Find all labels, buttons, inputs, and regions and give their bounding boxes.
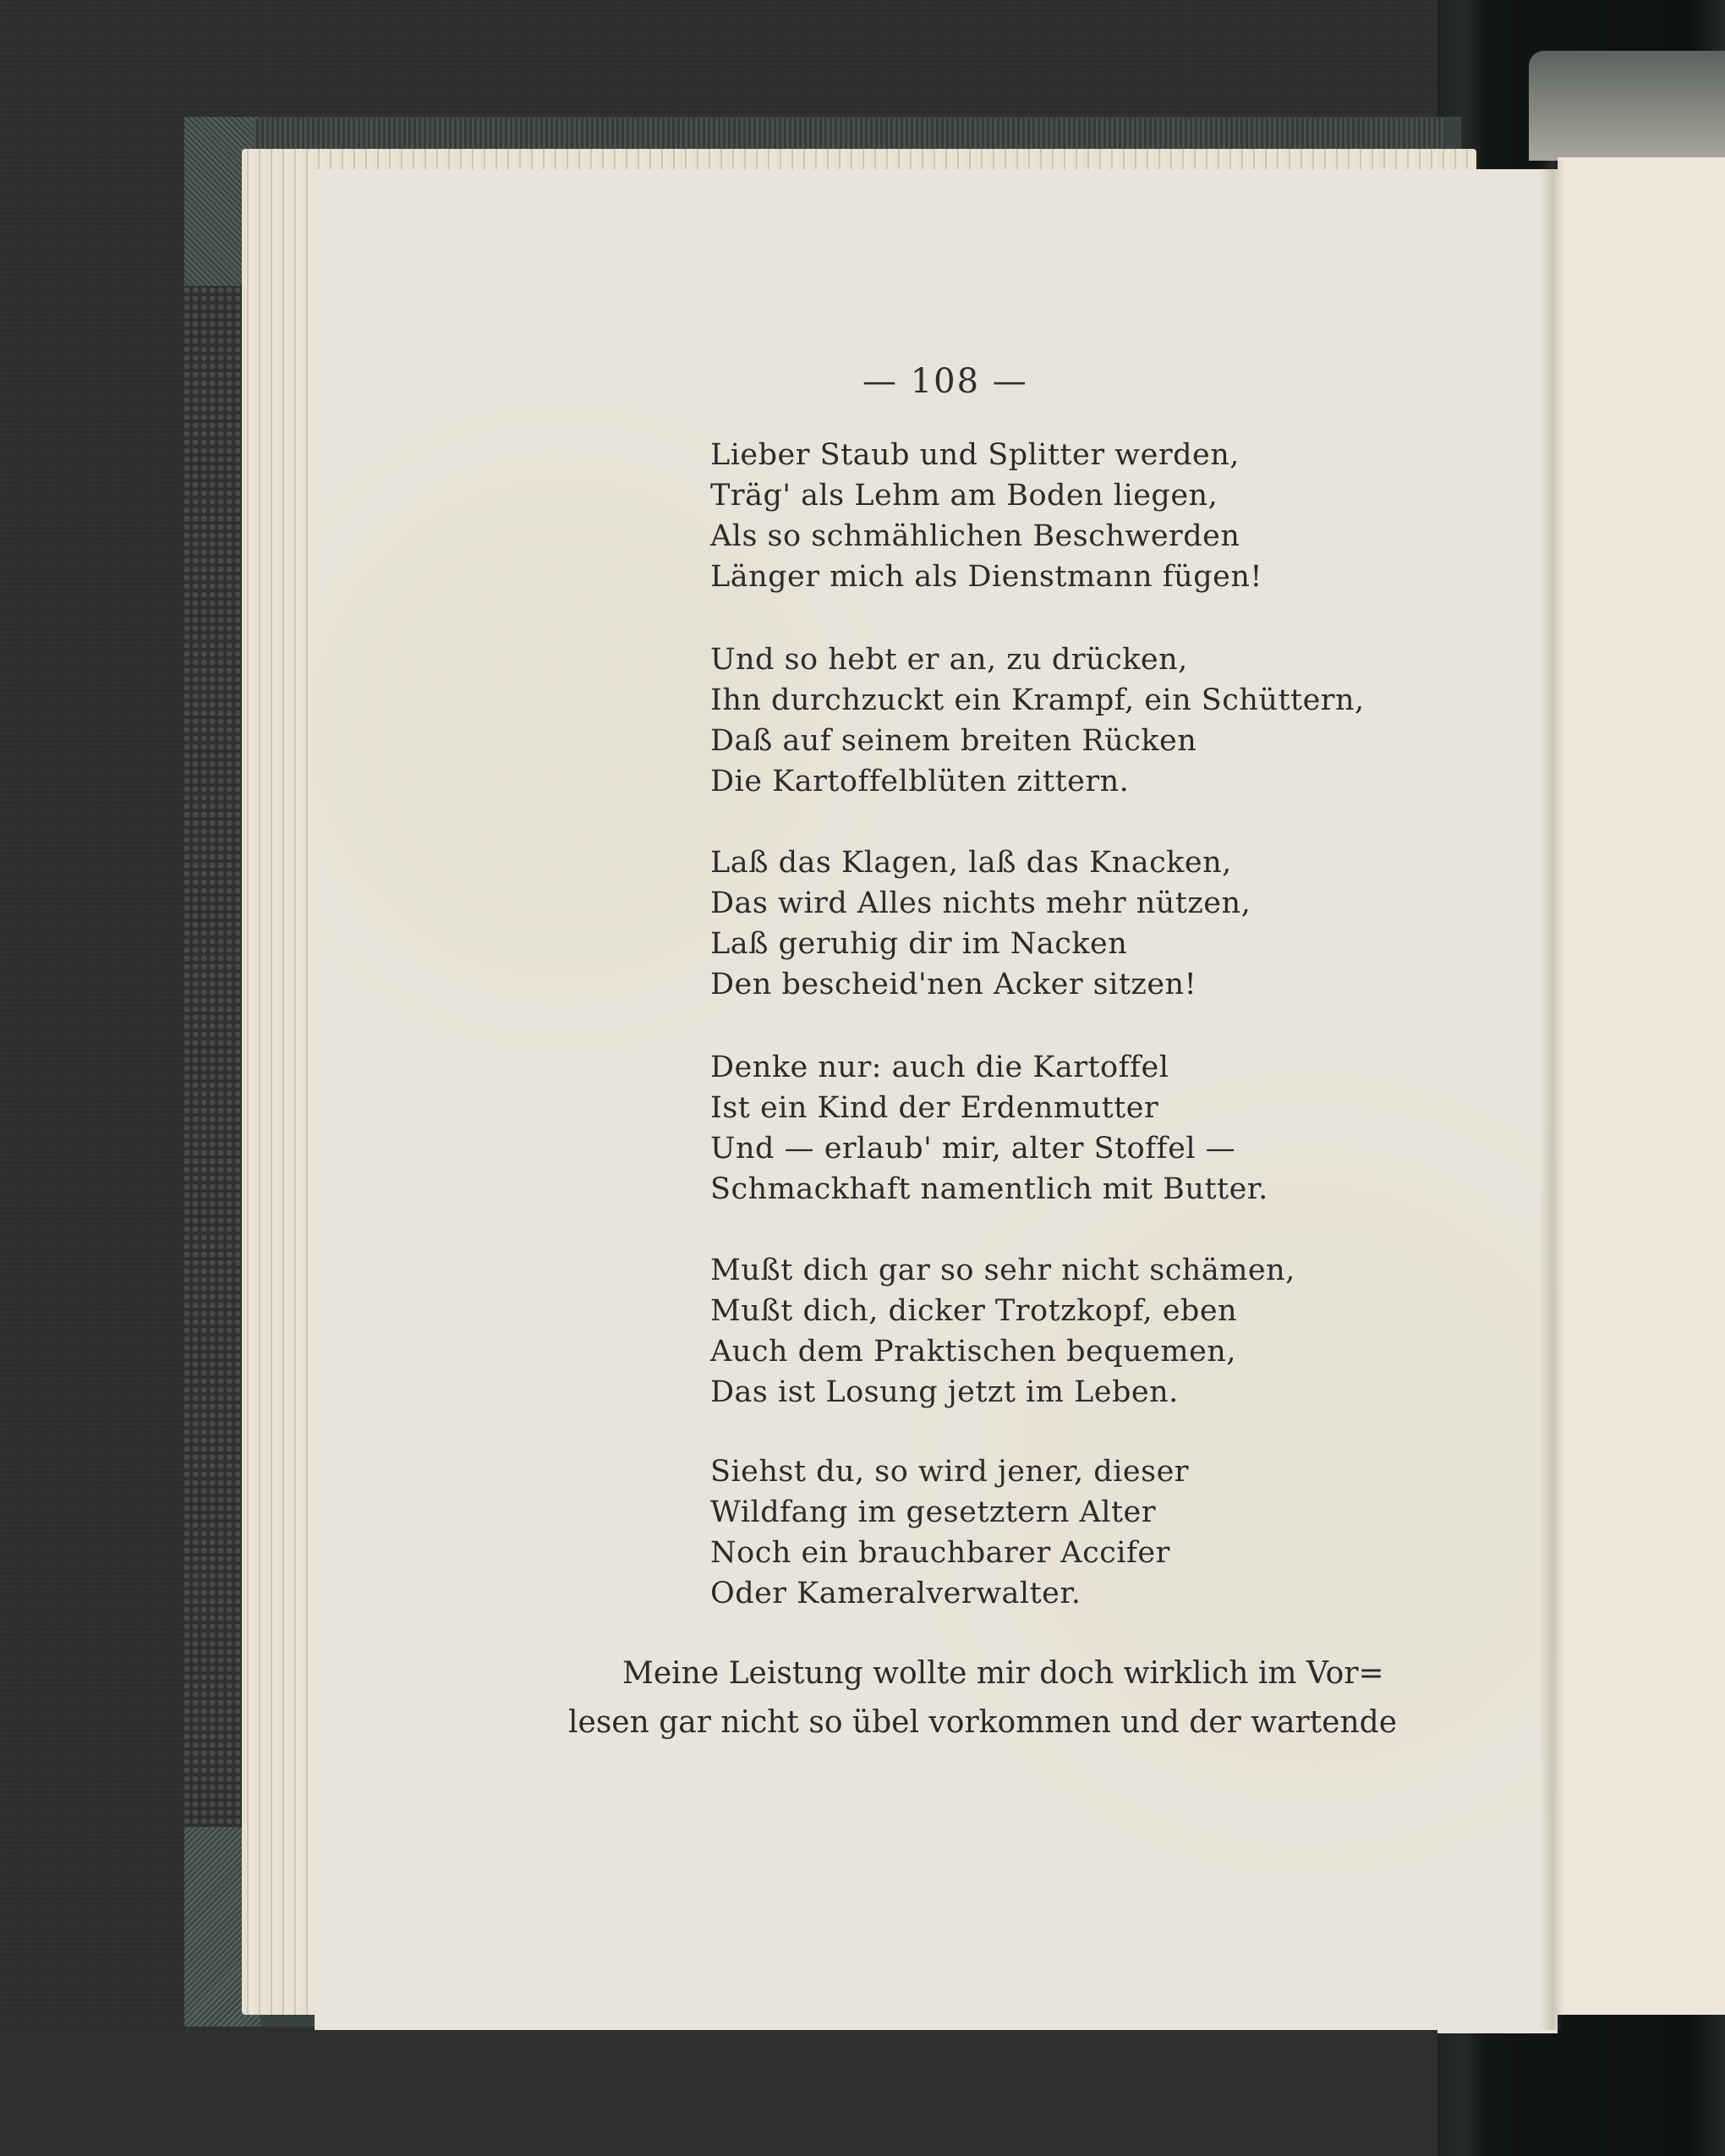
verse-line: Auch dem Praktischen bequemen, bbox=[710, 1335, 1236, 1369]
verse-line: Als so schmählichen Beschwerden bbox=[710, 519, 1240, 553]
verse-line: Siehst du, so wird jener, dieser bbox=[710, 1455, 1190, 1489]
verse-line: Ist ein Kind der Erdenmutter bbox=[710, 1091, 1159, 1125]
stanza-3 bbox=[710, 842, 1251, 1005]
verse-line: Den bescheid'nen Acker sitzen! bbox=[710, 968, 1197, 1001]
prose-line: lesen gar nicht so übel vorkommen und der wartende bbox=[568, 1705, 1397, 1740]
verse-line: Denke nur: auch die Kartoffel bbox=[710, 1051, 1169, 1084]
verse-line: Laß das Klagen, laß das Knacken, bbox=[710, 846, 1232, 880]
stanza-1 bbox=[710, 435, 1262, 597]
verse-line: Ihn durchzuckt ein Krampf, ein Schüttern, bbox=[710, 683, 1365, 717]
verse-line: Und so hebt er an, zu drücken, bbox=[710, 643, 1188, 677]
verse-line: Mußt dich gar so sehr nicht schämen, bbox=[710, 1254, 1295, 1287]
stanza-2 bbox=[710, 639, 1365, 802]
verse-line: Lieber Staub und Splitter werden, bbox=[710, 438, 1240, 472]
verse-line: Länger mich als Dienstmann fügen! bbox=[710, 560, 1262, 594]
verse-line: Daß auf seinem breiten Rücken bbox=[710, 724, 1197, 758]
verse-line: Das ist Losung jetzt im Leben. bbox=[710, 1375, 1179, 1409]
verse-line: Die Kartoffelblüten zittern. bbox=[710, 765, 1130, 798]
verse-line: Oder Kameralverwalter. bbox=[710, 1577, 1082, 1610]
stanza-6 bbox=[710, 1451, 1189, 1614]
verse-line: Das wird Alles nichts mehr nützen, bbox=[710, 886, 1251, 920]
verse-line: Und — erlaub' mir, alter Stoffel — bbox=[710, 1132, 1236, 1166]
stanza-5 bbox=[710, 1250, 1295, 1413]
background-bottom bbox=[0, 2030, 1438, 2156]
verse-line: Schmackhaft namentlich mit Butter. bbox=[710, 1172, 1268, 1206]
page-number: — 108 — bbox=[862, 362, 1028, 401]
verse-line: Noch ein brauchbarer Accifer bbox=[710, 1536, 1170, 1570]
verse-line: Laß geruhig dir im Nacken bbox=[710, 927, 1128, 961]
prose-line: Meine Leistung wollte mir doch wirklich im Vor= bbox=[622, 1656, 1384, 1691]
verse-line: Wildfang im gesetztern Alter bbox=[710, 1495, 1157, 1529]
verse-line: Träg' als Lehm am Boden liegen, bbox=[710, 479, 1218, 513]
stanza-4 bbox=[710, 1047, 1268, 1210]
verse-line: Mußt dich, dicker Trotzkopf, eben bbox=[710, 1294, 1238, 1328]
prose-paragraph bbox=[568, 1649, 1397, 1747]
